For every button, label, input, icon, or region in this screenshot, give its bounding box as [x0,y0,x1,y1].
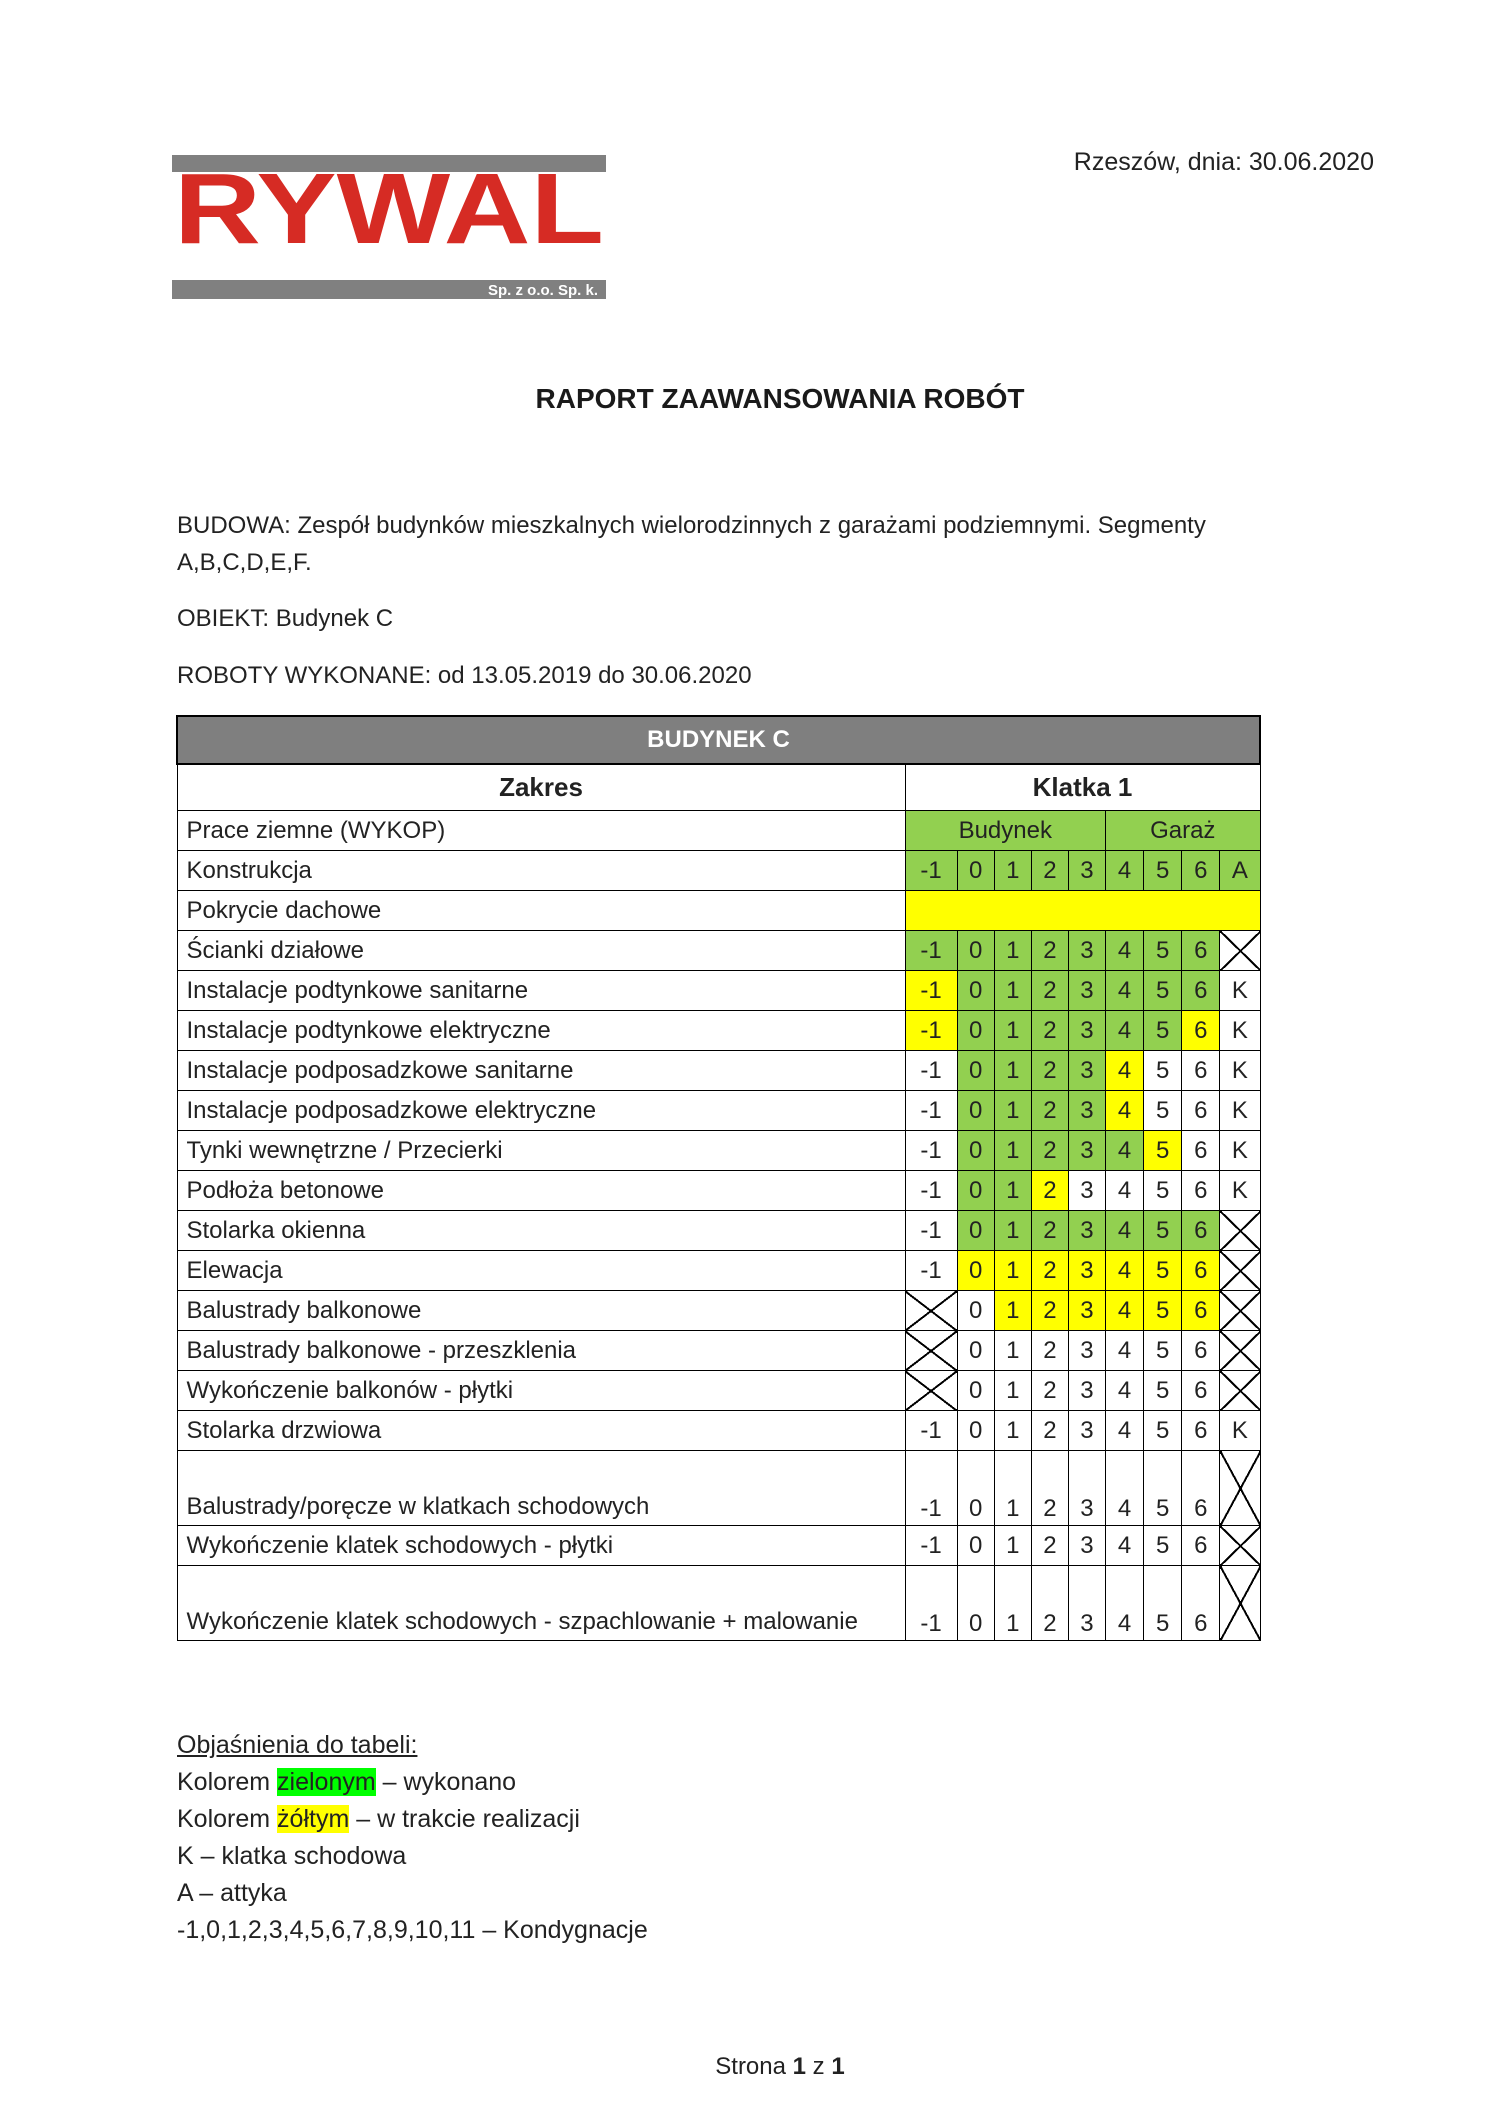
table-row [177,1411,1260,1451]
table-row [177,1251,1260,1291]
table-row [177,811,1260,851]
level-cell: 0 [957,931,994,971]
level-cell: 6 [1182,1131,1220,1171]
level-cell: 1 [994,1566,1031,1641]
level-cell [1220,1451,1260,1526]
level-cell: 5 [1144,1411,1182,1451]
level-cell: 1 [994,1171,1031,1211]
table-row [177,1371,1260,1411]
level-cell: 3 [1068,1091,1105,1131]
level-cell: 4 [1106,1371,1144,1411]
zakres-label: Stolarka drzwiowa [177,1411,905,1451]
level-cell: 0 [957,971,994,1011]
level-cell: 4 [1106,851,1144,891]
table-row [177,891,1260,931]
level-cell: 3 [1068,1411,1105,1451]
level-cell: 1 [994,851,1031,891]
budowa-line: BUDOWA: Zespół budynków mieszkalnych wielorodzinnych z garażami podziemnymi. Segmenty A,B,C,D,E,F. [177,512,1206,576]
level-cell: 5 [1144,1526,1182,1566]
zakres-label: Instalacje podposadzkowe elektryczne [177,1091,905,1131]
level-cell: K [1220,1171,1260,1211]
zakres-label: Wykończenie klatek schodowych - płytki [177,1526,905,1566]
level-cell: 4 [1106,931,1144,971]
level-cell: 4 [1106,1131,1144,1171]
level-cell: 4 [1106,1051,1144,1091]
level-cell: 5 [1144,971,1182,1011]
legend-heading: Objaśnienia do tabeli: [177,1731,418,1759]
table-row [177,1091,1260,1131]
level-cell: -1 [905,1451,957,1526]
legend-yellow-word: żółtym [277,1805,350,1833]
zakres-label: Balustrady/poręcze w klatkach schodowych [177,1451,905,1526]
legend-k: K – klatka schodowa [177,1842,407,1870]
level-cell: 5 [1144,1371,1182,1411]
report-date: Rzeszów, dnia: 30.06.2020 [1073,148,1374,176]
level-cell: 3 [1068,1566,1105,1641]
level-cell: 6 [1182,1211,1220,1251]
level-cell: 1 [994,1011,1031,1051]
level-cell: K [1220,1011,1260,1051]
level-cell: K [1220,1051,1260,1091]
level-cell: 6 [1182,1566,1220,1641]
level-cell: 0 [957,1526,994,1566]
level-cell [1220,1291,1260,1331]
level-cell: 4 [1106,1251,1144,1291]
level-cell: 5 [1144,1051,1182,1091]
level-cell: 3 [1068,1051,1105,1091]
zakres-label: Wykończenie balkonów - płytki [177,1371,905,1411]
level-cell: 6 [1182,1331,1220,1371]
table-row [177,1131,1260,1171]
level-cell: 0 [957,1451,994,1526]
level-cell: 5 [1144,1211,1182,1251]
level-cell: K [1220,1411,1260,1451]
level-cell: -1 [905,931,957,971]
zakres-label: Stolarka okienna [177,1211,905,1251]
level-cell: 1 [994,1291,1031,1331]
level-cell: 1 [994,1526,1031,1566]
company-logo [172,155,606,303]
roboty-line: ROBOTY WYKONANE: od 13.05.2019 do 30.06.2020 [177,662,752,689]
table-row [177,1526,1260,1566]
level-cell: 4 [1106,1566,1144,1641]
level-cell: 6 [1182,1251,1220,1291]
level-cell: 3 [1068,1291,1105,1331]
level-cell: 1 [994,931,1031,971]
table-row [177,971,1260,1011]
page-footer: Strona 1 z 1 [715,2053,845,2080]
level-cell: 4 [1106,1011,1144,1051]
svg-text:RYWAL: RYWAL [174,155,604,265]
level-cell: 2 [1031,1171,1068,1211]
level-cell: 5 [1144,1566,1182,1641]
level-cell: 2 [1031,931,1068,971]
level-cell [1220,1526,1260,1566]
level-cell: -1 [905,1091,957,1131]
level-cell: 0 [957,1171,994,1211]
level-cell: 6 [1182,1526,1220,1566]
level-cell: -1 [905,971,957,1011]
level-cell: K [1220,971,1260,1011]
level-cell: 3 [1068,1371,1105,1411]
level-cell: 2 [1031,1211,1068,1251]
level-cell: 6 [1182,1451,1220,1526]
level-cell: 3 [1068,931,1105,971]
level-cell: 5 [1144,1331,1182,1371]
level-cell: 0 [957,1291,994,1331]
zakres-label: Tynki wewnętrzne / Przecierki [177,1131,905,1171]
table-row [177,931,1260,971]
level-cell: K [1220,1091,1260,1131]
level-cell: 2 [1031,1251,1068,1291]
level-cell: 3 [1068,971,1105,1011]
level-cell: 5 [1144,1291,1182,1331]
level-cell: 3 [1068,851,1105,891]
level-cell: 5 [1144,1171,1182,1211]
level-cell: 1 [994,1131,1031,1171]
level-cell: 1 [994,1211,1031,1251]
zakres-label: Pokrycie dachowe [177,891,905,931]
level-cell: 0 [957,1011,994,1051]
legend-yellow: Kolorem żółtym – w trakcie realizacji [177,1805,580,1833]
progress-table [176,715,1261,1641]
table-row [177,1291,1260,1331]
level-cell: 0 [957,1251,994,1291]
level-cell: 3 [1068,1011,1105,1051]
zakres-label: Konstrukcja [177,851,905,891]
legend-a: A – attyka [177,1879,287,1907]
level-cell: 2 [1031,1526,1068,1566]
level-cell: K [1220,1131,1260,1171]
level-cell: 1 [994,1411,1031,1451]
zakres-label: Wykończenie klatek schodowych - szpachlowanie + malowanie [177,1566,905,1641]
table-row [177,1566,1260,1641]
level-cell: 5 [1144,1091,1182,1131]
level-cell: 4 [1106,1331,1144,1371]
level-cell: 2 [1031,971,1068,1011]
level-cell: -1 [905,1526,957,1566]
level-cell: 3 [1068,1131,1105,1171]
level-cell: 0 [957,1371,994,1411]
level-cell: -1 [905,1131,957,1171]
level-cell: 4 [1106,1211,1144,1251]
report-title: RAPORT ZAAWANSOWANIA ROBÓT [535,383,1025,414]
level-cell: 0 [957,1131,994,1171]
level-cell: -1 [905,1171,957,1211]
svg-text:Sp. z o.o. Sp. k.: Sp. z o.o. Sp. k. [487,282,598,299]
level-cell: -1 [905,1251,957,1291]
level-cell: 6 [1182,1011,1220,1051]
level-cell: 1 [994,1091,1031,1131]
zakres-label: Instalacje podtynkowe elektryczne [177,1011,905,1051]
level-cell [1220,1211,1260,1251]
level-cell: -1 [905,1411,957,1451]
level-cell: 5 [1144,1131,1182,1171]
zakres-label: Balustrady balkonowe - przeszklenia [177,1331,905,1371]
zakres-label: Elewacja [177,1251,905,1291]
table-title: BUDYNEK C [177,716,1260,764]
zakres-label: Ścianki działowe [177,931,905,971]
level-cell: 0 [957,1051,994,1091]
level-cell: 0 [957,851,994,891]
level-cell: 2 [1031,1451,1068,1526]
level-cell: 0 [957,1211,994,1251]
level-cell [905,1371,957,1411]
level-cell: -1 [905,1051,957,1091]
legend-green: Kolorem zielonym – wykonano [177,1768,517,1796]
legend-green-word: zielonym [277,1768,376,1796]
zakres-label: Balustrady balkonowe [177,1291,905,1331]
level-cell: 1 [994,1251,1031,1291]
level-cell: 2 [1031,1131,1068,1171]
legend-levels: -1,0,1,2,3,4,5,6,7,8,9,10,11 – Kondygnacje [177,1916,648,1944]
table-row [177,1011,1260,1051]
level-cell: 6 [1182,1371,1220,1411]
level-cell: 6 [1182,931,1220,971]
level-cell [1220,931,1260,971]
level-cell: 3 [1068,1251,1105,1291]
level-cell: 4 [1106,1291,1144,1331]
level-cell: 1 [994,1051,1031,1091]
klatka-header: Klatka 1 [905,764,1260,811]
zakres-label: Podłoża betonowe [177,1171,905,1211]
level-cell: 5 [1144,1251,1182,1291]
level-cell: 2 [1031,1011,1068,1051]
level-cell: 2 [1031,851,1068,891]
level-cell: 1 [994,1331,1031,1371]
table-row [177,851,1260,891]
level-cell: -1 [905,1566,957,1641]
level-cell [905,1331,957,1371]
level-cell: 3 [1068,1331,1105,1371]
level-cell [1220,1371,1260,1411]
zakres-label: Prace ziemne (WYKOP) [177,811,905,851]
level-cell: 0 [957,1091,994,1131]
level-cell: 4 [1106,1526,1144,1566]
level-cell: 4 [1106,1091,1144,1131]
level-cell: 6 [1182,1411,1220,1451]
level-cell: 4 [1106,1171,1144,1211]
level-cell: 3 [1068,1171,1105,1211]
zakres-header: Zakres [177,764,905,811]
level-cell: -1 [905,851,957,891]
level-cell: 6 [1182,1091,1220,1131]
level-cell: 2 [1031,1091,1068,1131]
obiekt-line: OBIEKT: Budynek C [177,605,394,632]
level-cell: 5 [1144,851,1182,891]
level-cell [905,1291,957,1331]
level-cell: 6 [1182,971,1220,1011]
level-cell: 2 [1031,1051,1068,1091]
level-cell: 3 [1068,1451,1105,1526]
level-cell [1220,1251,1260,1291]
zakres-label: Instalacje podtynkowe sanitarne [177,971,905,1011]
level-cell: -1 [905,1211,957,1251]
table-row [177,1171,1260,1211]
table-row [177,1451,1260,1526]
level-cell: 6 [1182,851,1220,891]
level-cell-span [905,891,1260,931]
group-budynek: Budynek [905,811,1106,851]
level-cell [1220,1331,1260,1371]
group-garaz: Garaż [1106,811,1260,851]
zakres-label: Instalacje podposadzkowe sanitarne [177,1051,905,1091]
level-cell: 2 [1031,1371,1068,1411]
level-cell: 4 [1106,971,1144,1011]
legend [177,1727,648,1949]
level-cell: 0 [957,1331,994,1371]
level-cell: 4 [1106,1451,1144,1526]
level-cell: 2 [1031,1411,1068,1451]
level-cell: 6 [1182,1171,1220,1211]
level-cell: 3 [1068,1211,1105,1251]
level-cell: 5 [1144,1011,1182,1051]
level-cell: 0 [957,1411,994,1451]
level-cell: A [1220,851,1260,891]
table-row [177,1211,1260,1251]
level-cell: 3 [1068,1526,1105,1566]
level-cell: 1 [994,971,1031,1011]
level-cell: 5 [1144,1451,1182,1526]
level-cell: 2 [1031,1331,1068,1371]
level-cell: 4 [1106,1411,1144,1451]
table-row [177,1051,1260,1091]
level-cell: 6 [1182,1051,1220,1091]
level-cell: 6 [1182,1291,1220,1331]
level-cell: -1 [905,1011,957,1051]
level-cell [1220,1566,1260,1641]
level-cell: 1 [994,1451,1031,1526]
level-cell: 0 [957,1566,994,1641]
level-cell: 1 [994,1371,1031,1411]
level-cell: 5 [1144,931,1182,971]
level-cell: 2 [1031,1566,1068,1641]
level-cell: 2 [1031,1291,1068,1331]
table-row [177,1331,1260,1371]
